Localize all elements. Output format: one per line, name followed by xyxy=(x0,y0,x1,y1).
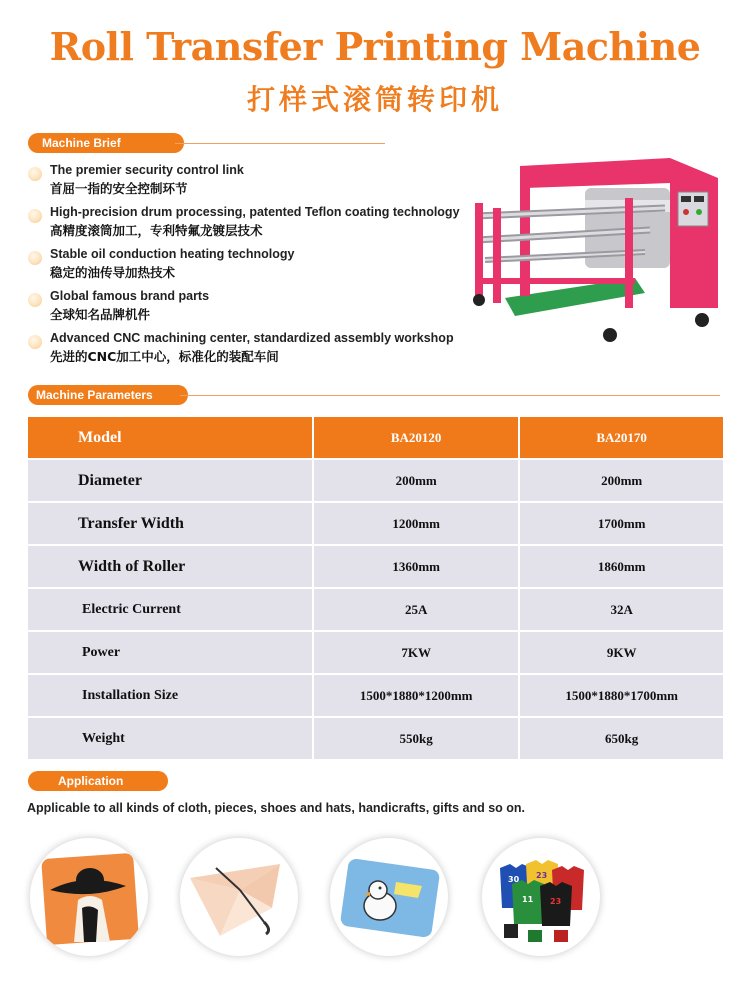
brief-item-cn: 稳定的油传导加热技术 xyxy=(50,265,176,280)
table-row xyxy=(28,503,723,546)
row-value: 200mm xyxy=(520,460,723,503)
table-row xyxy=(28,675,723,718)
brief-item xyxy=(26,205,476,247)
umbrella-image xyxy=(180,838,298,956)
table-header-row xyxy=(28,417,723,460)
bullet-dot-icon xyxy=(28,167,42,181)
row-value: 200mm xyxy=(314,460,520,503)
page-title: Roll Transfer Printing Machine xyxy=(49,24,701,69)
brief-item-cn: 首屈一指的安全控制环节 xyxy=(50,181,188,196)
table-row xyxy=(28,632,723,675)
brief-item-en: Global famous brand parts xyxy=(50,289,210,303)
jersey-number: 30 xyxy=(508,875,520,884)
table-row xyxy=(28,718,723,761)
brief-item xyxy=(26,289,476,331)
table-header-ba20170: BA20170 xyxy=(520,417,723,460)
row-value: 25A xyxy=(314,589,520,632)
machine-parameters-table xyxy=(28,417,723,761)
application-description: Applicable to all kinds of cloth, pieces, shoes and hats, handicrafts, gifts and so on. xyxy=(27,801,526,815)
brief-item-cn: 高精度滚筒加工，专利特氟龙镀层技术 xyxy=(50,223,263,238)
machine-parameters-label: Machine Parameters xyxy=(28,385,188,405)
brief-item-cn: 先进的CNC加工中心，标准化的装配车间 xyxy=(50,349,279,364)
jersey-number: 23 xyxy=(550,897,562,906)
bullet-dot-icon xyxy=(28,209,42,223)
brief-item-cn: 全球知名品牌机件 xyxy=(50,307,151,322)
row-value: 1860mm xyxy=(520,546,723,589)
brief-item-en: Stable oil conduction heating technology xyxy=(50,247,295,261)
row-value: 1700mm xyxy=(520,503,723,546)
brief-item xyxy=(26,163,476,205)
row-value: 1500*1880*1200mm xyxy=(314,675,520,718)
application-label: Application xyxy=(28,771,168,791)
jersey-number: 23 xyxy=(536,871,548,880)
jerseys-image xyxy=(482,838,600,956)
brief-item-en: High-precision drum processing, patented Teflon coating technology xyxy=(50,205,460,219)
row-value: 7KW xyxy=(314,632,520,675)
page-subtitle-cn: 打样式滚筒转印机 xyxy=(246,83,503,116)
row-label: Installation Size xyxy=(28,675,314,718)
bullet-dot-icon xyxy=(28,251,42,265)
row-value: 1200mm xyxy=(314,503,520,546)
machine-brief-list xyxy=(26,163,476,373)
mouse-pad-image xyxy=(330,838,448,956)
brief-item xyxy=(26,247,476,289)
table-header-model: Model xyxy=(28,417,314,460)
bullet-dot-icon xyxy=(28,335,42,349)
row-label: Power xyxy=(28,632,314,675)
row-value: 9KW xyxy=(520,632,723,675)
row-label: Diameter xyxy=(28,460,314,503)
table-row xyxy=(28,460,723,503)
row-value: 650kg xyxy=(520,718,723,761)
machine-brief-label: Machine Brief xyxy=(28,133,184,153)
brief-item xyxy=(26,331,476,373)
row-label: Electric Current xyxy=(28,589,314,632)
table-row xyxy=(28,589,723,632)
bullet-dot-icon xyxy=(28,293,42,307)
row-value: 1360mm xyxy=(314,546,520,589)
machine-wheel xyxy=(473,294,485,306)
row-label: Weight xyxy=(28,718,314,761)
machine-image xyxy=(465,148,735,348)
brief-item-en: Advanced CNC machining center, standardized assembly workshop xyxy=(50,331,454,345)
jersey-number: 11 xyxy=(522,895,534,904)
row-label: Width of Roller xyxy=(28,546,314,589)
row-value: 32A xyxy=(520,589,723,632)
row-value: 1500*1880*1700mm xyxy=(520,675,723,718)
row-label: Transfer Width xyxy=(28,503,314,546)
brief-item-en: The premier security control link xyxy=(50,163,244,177)
pillow-image xyxy=(30,838,148,956)
table-row xyxy=(28,546,723,589)
section-divider xyxy=(180,395,720,396)
row-value: 550kg xyxy=(314,718,520,761)
section-divider xyxy=(175,143,385,144)
table-header-ba20120: BA20120 xyxy=(314,417,520,460)
